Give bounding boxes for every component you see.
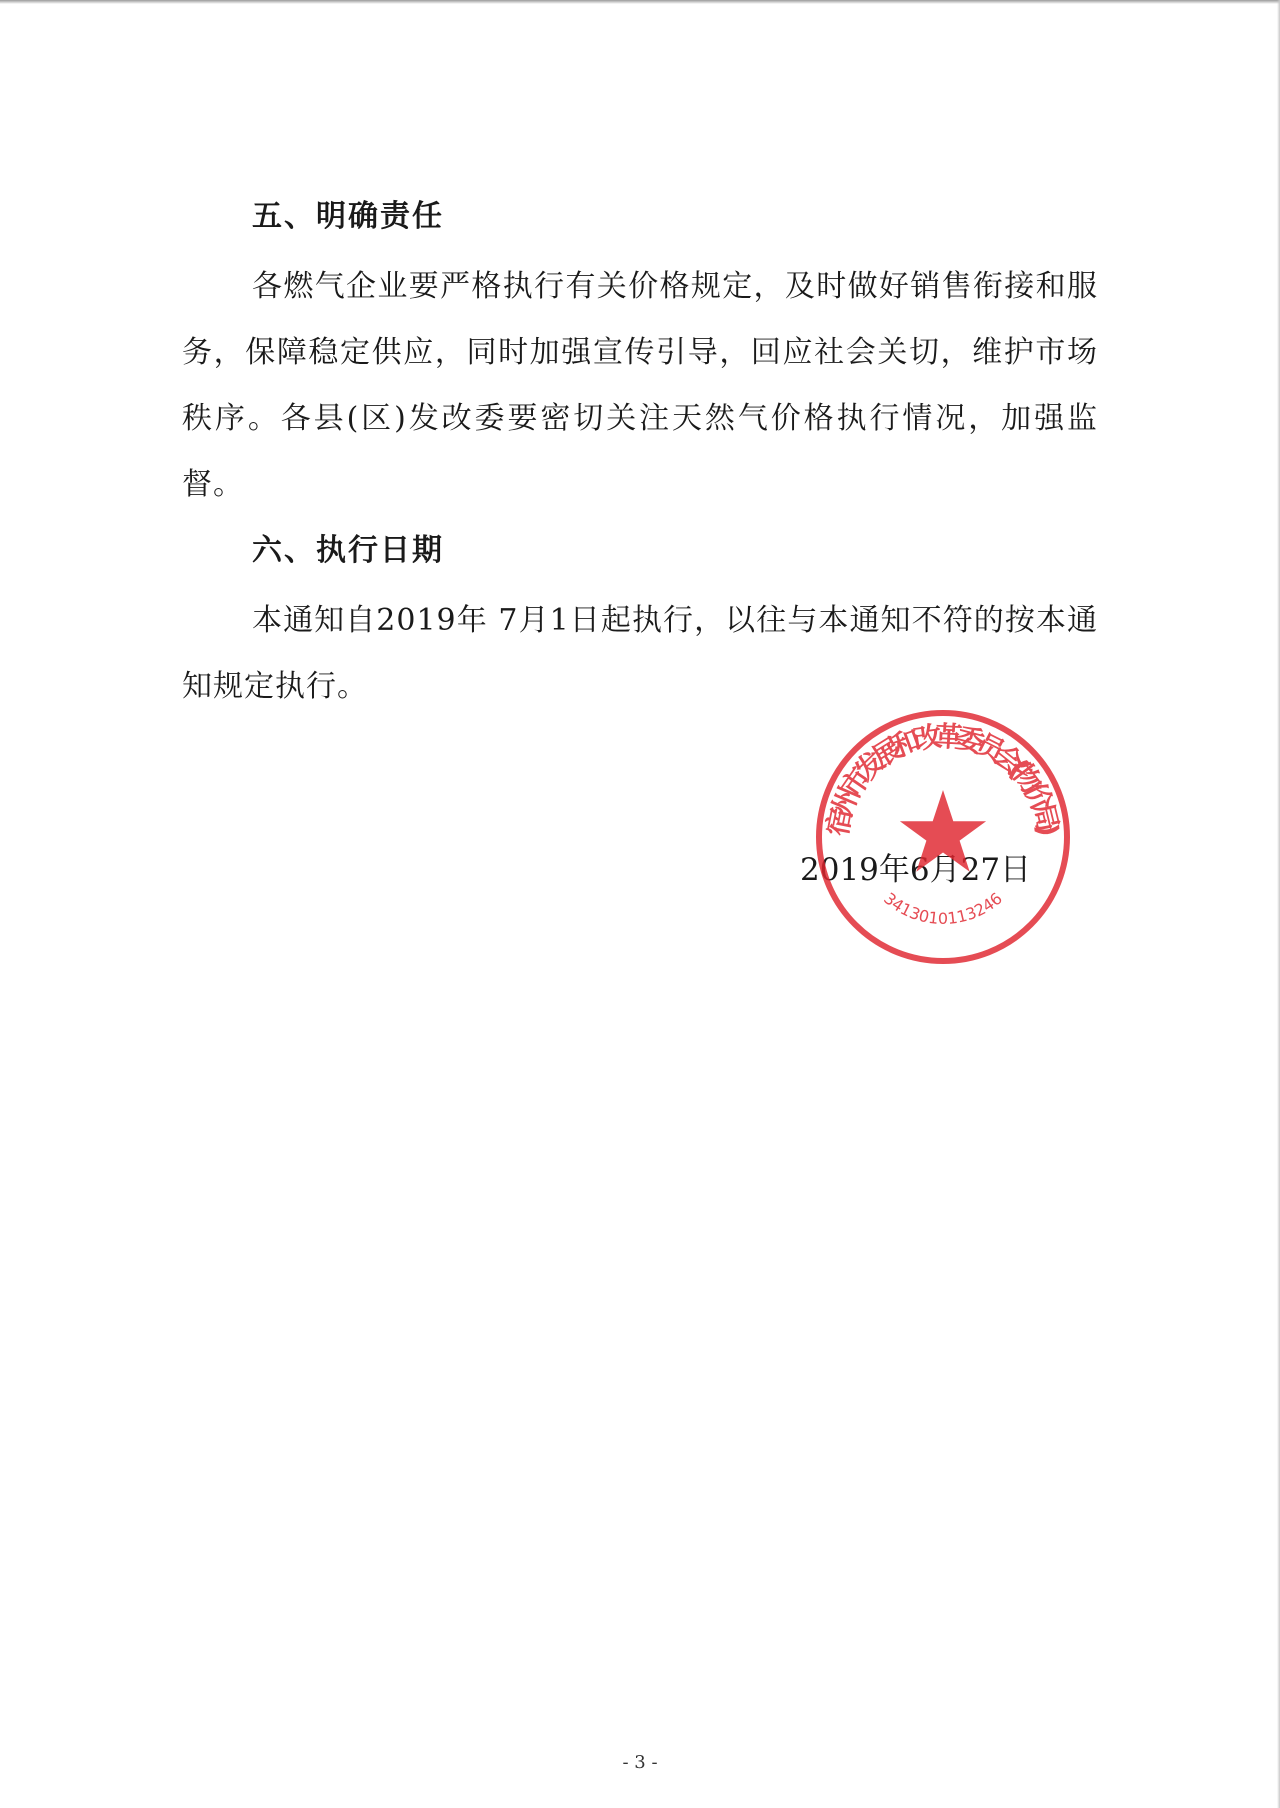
seal-code-text: 3413010113246 (880, 888, 1006, 928)
seal-star-icon (900, 790, 986, 872)
seal-name-text: 宿州市发展和改革委员会(物价局) (820, 719, 1065, 839)
official-seal (812, 706, 1074, 968)
section-6-paragraph: 本通知自2019年 7月1日起执行，以往与本通知不符的按本通知规定执行。 (182, 603, 1098, 704)
section-6-heading: 六、执行日期 (252, 533, 444, 568)
signing-date: 2019年6月27日 (800, 852, 1032, 888)
document-body (182, 200, 1098, 720)
page-number: - 3 - (622, 1752, 658, 1773)
section-5-heading: 五、明确责任 (252, 199, 444, 234)
scan-edge-top (0, 0, 1280, 4)
section-5-paragraph: 各燃气企业要严格执行有关价格规定，及时做好销售衔接和服务，保障稳定供应，同时加强宣传引导，回应社会关切，维护市场秩序。各县(区)发改委要密切关注天然气价格执行情况，加强监督。 (182, 269, 1098, 502)
